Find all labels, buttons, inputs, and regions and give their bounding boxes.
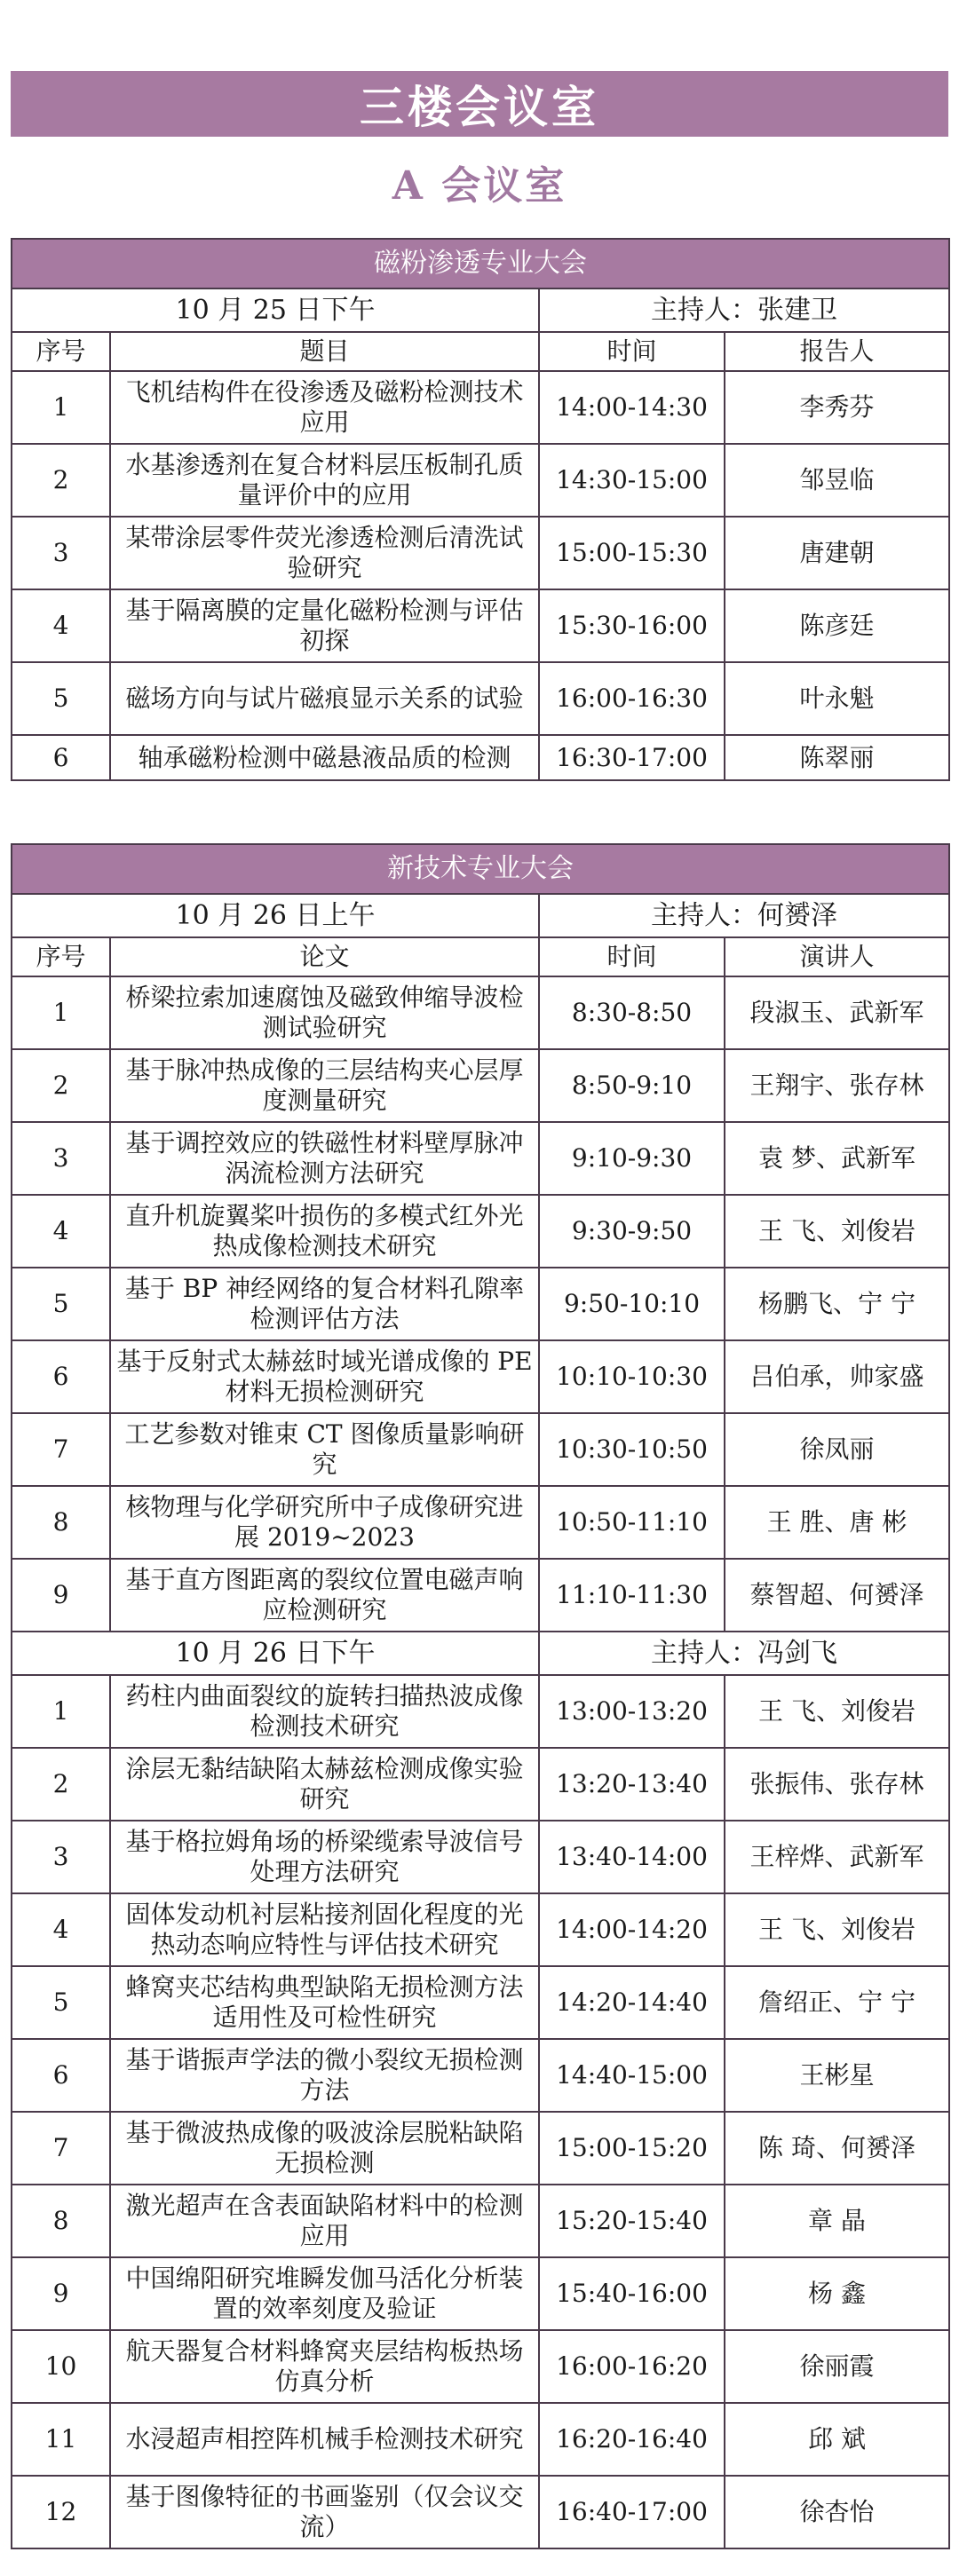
row-title: 基于反射式太赫兹时域光谱成像的 PE 材料无损检测研究 [110, 1340, 539, 1413]
row-number: 7 [12, 2112, 110, 2185]
row-title: 涂层无黏结缺陷太赫兹检测成像实验研究 [110, 1748, 539, 1821]
row-speaker: 徐杏怡 [725, 2476, 949, 2548]
row-title: 固体发动机衬层粘接剂固化程度的光热动态响应特性与评估技术研究 [110, 1893, 539, 1966]
row-time: 15:30-16:00 [539, 589, 725, 662]
header-title: 论文 [110, 937, 539, 976]
row-speaker: 王 飞、刘俊岩 [725, 1893, 949, 1966]
row-title: 中国绵阳研究堆瞬发伽马活化分析装置的效率刻度及验证 [110, 2257, 539, 2330]
row-number: 10 [12, 2330, 110, 2403]
row-speaker: 詹绍正、宁 宁 [725, 1966, 949, 2039]
row-number: 7 [12, 1413, 110, 1486]
row-number: 6 [12, 735, 110, 780]
table-row [12, 2403, 949, 2476]
row-title: 基于隔离膜的定量化磁粉检测与评估初探 [110, 589, 539, 662]
table-row [12, 1049, 949, 1122]
session-header [12, 239, 949, 288]
row-speaker: 王 飞、刘俊岩 [725, 1195, 949, 1268]
table-row [12, 2257, 949, 2330]
row-time: 13:40-14:00 [539, 1821, 725, 1893]
row-time: 10:50-11:10 [539, 1486, 725, 1559]
row-time: 8:30-8:50 [539, 976, 725, 1049]
header-number: 序号 [12, 937, 110, 976]
table-row [12, 371, 949, 444]
row-number: 5 [12, 662, 110, 735]
row-title: 工艺参数对锥束 CT 图像质量影响研究 [110, 1413, 539, 1486]
table-row [12, 1413, 949, 1486]
row-time: 15:00-15:30 [539, 517, 725, 589]
header-time: 时间 [539, 332, 725, 371]
row-number: 6 [12, 1340, 110, 1413]
row-title: 基于格拉姆角场的桥梁缆索导波信号处理方法研究 [110, 1821, 539, 1893]
row-number: 9 [12, 1559, 110, 1632]
row-number: 3 [12, 1122, 110, 1195]
row-time: 10:10-10:30 [539, 1340, 725, 1413]
row-speaker: 王梓烨、武新军 [725, 1821, 949, 1893]
header-title: 题目 [110, 332, 539, 371]
table-row [12, 1559, 949, 1632]
row-time: 15:40-16:00 [539, 2257, 725, 2330]
row-title: 直升机旋翼桨叶损伤的多模式红外光热成像检测技术研究 [110, 1195, 539, 1268]
row-time: 16:40-17:00 [539, 2476, 725, 2548]
slot-date: 10 月 25 日下午 [12, 288, 539, 332]
row-speaker: 邱 斌 [725, 2403, 949, 2476]
table-row [12, 2185, 949, 2257]
row-time: 8:50-9:10 [539, 1049, 725, 1122]
row-title: 水浸超声相控阵机械手检测技术研究 [110, 2403, 539, 2476]
row-speaker: 杨鹏飞、宁 宁 [725, 1268, 949, 1340]
table-row [12, 1486, 949, 1559]
row-title: 水基渗透剂在复合材料层压板制孔质量评价中的应用 [110, 444, 539, 517]
row-title: 航天器复合材料蜂窝夹层结构板热场仿真分析 [110, 2330, 539, 2403]
row-speaker: 杨 鑫 [725, 2257, 949, 2330]
row-number: 12 [12, 2476, 110, 2548]
row-title: 蜂窝夹芯结构典型缺陷无损检测方法适用性及可检性研究 [110, 1966, 539, 2039]
row-number: 2 [12, 444, 110, 517]
header-number: 序号 [12, 332, 110, 371]
row-speaker: 邹昱临 [725, 444, 949, 517]
table-row [12, 1340, 949, 1413]
table-row [12, 2112, 949, 2185]
row-time: 14:30-15:00 [539, 444, 725, 517]
table-row [12, 1195, 949, 1268]
schedule-table-new-technology [11, 843, 950, 2549]
row-speaker: 章 晶 [725, 2185, 949, 2257]
row-number: 5 [12, 1966, 110, 2039]
row-time: 11:10-11:30 [539, 1559, 725, 1632]
row-number: 1 [12, 1675, 110, 1748]
row-speaker: 陈彦廷 [725, 589, 949, 662]
row-title: 磁场方向与试片磁痕显示关系的试验 [110, 662, 539, 735]
row-time: 9:10-9:30 [539, 1122, 725, 1195]
table-row [12, 517, 949, 589]
row-time: 14:40-15:00 [539, 2039, 725, 2112]
row-title: 轴承磁粉检测中磁悬液品质的检测 [110, 735, 539, 780]
row-speaker: 王 胜、唐 彬 [725, 1486, 949, 1559]
row-number: 6 [12, 2039, 110, 2112]
table-row [12, 589, 949, 662]
session-header [12, 844, 949, 894]
row-time: 15:20-15:40 [539, 2185, 725, 2257]
table-row [12, 662, 949, 735]
room-title: A 会议室 [392, 163, 567, 209]
row-number: 4 [12, 1195, 110, 1268]
table-row [12, 976, 949, 1049]
row-speaker: 唐建朝 [725, 517, 949, 589]
row-number: 2 [12, 1049, 110, 1122]
row-speaker: 王 飞、刘俊岩 [725, 1675, 949, 1748]
time-slot-row [12, 288, 949, 332]
row-speaker: 徐丽霞 [725, 2330, 949, 2403]
column-header-row [12, 937, 949, 976]
row-title: 激光超声在含表面缺陷材料中的检测应用 [110, 2185, 539, 2257]
table-row [12, 2330, 949, 2403]
row-title: 基于 BP 神经网络的复合材料孔隙率检测评估方法 [110, 1268, 539, 1340]
row-number: 11 [12, 2403, 110, 2476]
row-time: 16:00-16:30 [539, 662, 725, 735]
header-speaker: 演讲人 [725, 937, 949, 976]
row-speaker: 王彬星 [725, 2039, 949, 2112]
session-name: 新技术专业大会 [12, 844, 949, 894]
row-time: 9:30-9:50 [539, 1195, 725, 1268]
table-row [12, 1268, 949, 1340]
row-time: 14:00-14:20 [539, 1893, 725, 1966]
table-row [12, 735, 949, 780]
slot-host: 主持人：张建卫 [539, 288, 949, 332]
row-number: 3 [12, 517, 110, 589]
row-number: 9 [12, 2257, 110, 2330]
table-row [12, 1966, 949, 2039]
row-title: 某带涂层零件荧光渗透检测后清洗试验研究 [110, 517, 539, 589]
row-title: 桥梁拉索加速腐蚀及磁致伸缩导波检测试验研究 [110, 976, 539, 1049]
floor-title-banner: 三楼会议室 [11, 71, 948, 137]
row-time: 16:20-16:40 [539, 2403, 725, 2476]
row-time: 16:00-16:20 [539, 2330, 725, 2403]
row-speaker: 蔡智超、何赟泽 [725, 1559, 949, 1632]
row-number: 3 [12, 1821, 110, 1893]
session-name: 磁粉渗透专业大会 [12, 239, 949, 288]
row-speaker: 陈 琦、何赟泽 [725, 2112, 949, 2185]
row-title: 核物理与化学研究所中子成像研究进展 2019~2023 [110, 1486, 539, 1559]
time-slot-row [12, 1632, 949, 1675]
header-speaker: 报告人 [725, 332, 949, 371]
row-time: 14:20-14:40 [539, 1966, 725, 2039]
row-title: 基于微波热成像的吸波涂层脱粘缺陷无损检测 [110, 2112, 539, 2185]
row-speaker: 王翔宇、张存林 [725, 1049, 949, 1122]
row-speaker: 段淑玉、武新军 [725, 976, 949, 1049]
row-speaker: 吕伯承，帅家盛 [725, 1340, 949, 1413]
table-row [12, 1821, 949, 1893]
row-number: 8 [12, 1486, 110, 1559]
row-title: 基于谐振声学法的微小裂纹无损检测方法 [110, 2039, 539, 2112]
row-number: 1 [12, 371, 110, 444]
time-slot-row [12, 894, 949, 937]
row-title: 基于直方图距离的裂纹位置电磁声响应检测研究 [110, 1559, 539, 1632]
table-row [12, 1893, 949, 1966]
table-row [12, 1748, 949, 1821]
slot-host: 主持人：冯剑飞 [539, 1632, 949, 1675]
table-row [12, 1675, 949, 1748]
row-number: 4 [12, 589, 110, 662]
table-row [12, 1122, 949, 1195]
slot-host: 主持人：何赟泽 [539, 894, 949, 937]
row-time: 15:00-15:20 [539, 2112, 725, 2185]
row-time: 16:30-17:00 [539, 735, 725, 780]
row-time: 13:00-13:20 [539, 1675, 725, 1748]
row-speaker: 徐凤丽 [725, 1413, 949, 1486]
row-title: 飞机结构件在役渗透及磁粉检测技术应用 [110, 371, 539, 444]
column-header-row [12, 332, 949, 371]
row-number: 4 [12, 1893, 110, 1966]
table-row [12, 2039, 949, 2112]
row-title: 基于脉冲热成像的三层结构夹心层厚度测量研究 [110, 1049, 539, 1122]
row-speaker: 叶永魁 [725, 662, 949, 735]
row-time: 14:00-14:30 [539, 371, 725, 444]
row-speaker: 陈翠丽 [725, 735, 949, 780]
row-number: 1 [12, 976, 110, 1049]
row-title: 基于调控效应的铁磁性材料壁厚脉冲涡流检测方法研究 [110, 1122, 539, 1195]
slot-date: 10 月 26 日上午 [12, 894, 539, 937]
row-speaker: 李秀芬 [725, 371, 949, 444]
schedule-table-magnetic-penetrant [11, 238, 950, 781]
row-number: 5 [12, 1268, 110, 1340]
row-title: 药柱内曲面裂纹的旋转扫描热波成像检测技术研究 [110, 1675, 539, 1748]
slot-date: 10 月 26 日下午 [12, 1632, 539, 1675]
table-row [12, 444, 949, 517]
row-time: 9:50-10:10 [539, 1268, 725, 1340]
row-title: 基于图像特征的书画鉴别（仅会议交流） [110, 2476, 539, 2548]
row-number: 8 [12, 2185, 110, 2257]
row-time: 10:30-10:50 [539, 1413, 725, 1486]
row-speaker: 张振伟、张存林 [725, 1748, 949, 1821]
header-time: 时间 [539, 937, 725, 976]
table-row [12, 2476, 949, 2548]
row-number: 2 [12, 1748, 110, 1821]
row-speaker: 袁 梦、武新军 [725, 1122, 949, 1195]
row-time: 13:20-13:40 [539, 1748, 725, 1821]
